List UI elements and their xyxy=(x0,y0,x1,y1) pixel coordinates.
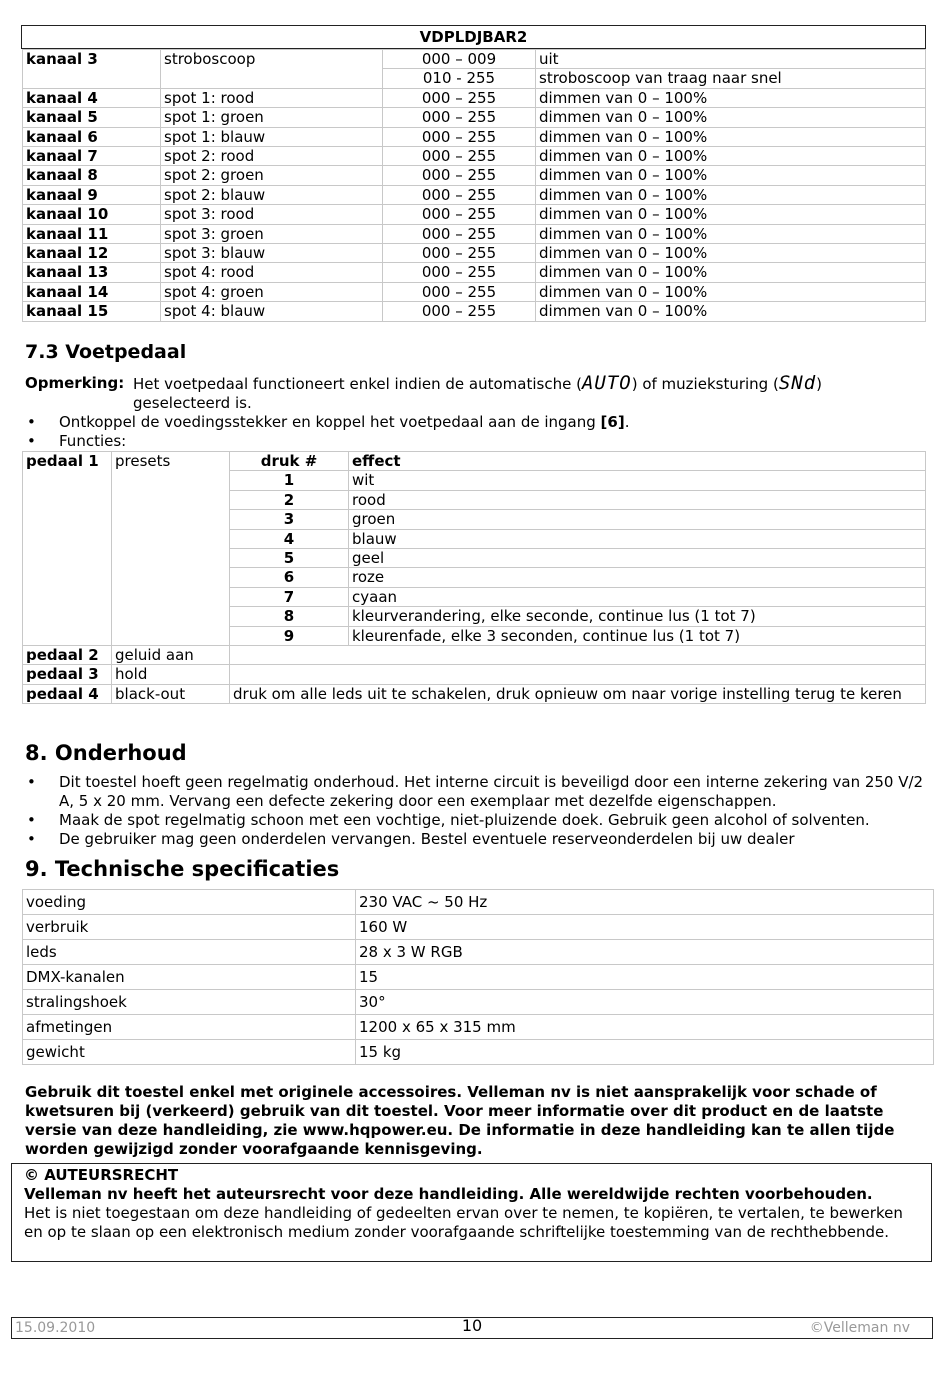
function-cell: spot 3: rood xyxy=(161,205,383,224)
footer-copyright: ©Velleman nv xyxy=(809,1320,910,1336)
function-cell: spot 3: groen xyxy=(161,224,383,243)
description-cell: dimmen van 0 – 100% xyxy=(536,302,926,321)
disclaimer: Gebruik dit toestel enkel met originele accessoires. Velleman nv is niet aansprakelijk voor schade of kwetsuren bij (verkeerd) gebruik van dit toestel. Voor meer informatie over dit product en de laatste versie van deze handleiding, zie www.hqpower.eu. De informatie in deze handleiding kan te allen tijde worden gewijzigd zonder voorafgaande kennisgeving. xyxy=(25,1083,895,1158)
channel-cell: kanaal 9 xyxy=(23,185,161,204)
description-cell: dimmen van 0 – 100% xyxy=(536,185,926,204)
bullet-item xyxy=(25,413,925,432)
press-header: druk # xyxy=(230,452,349,471)
channel-cell: kanaal 10 xyxy=(23,205,161,224)
pedal-function: presets xyxy=(112,452,230,646)
spec-label: DMX-kanalen xyxy=(23,965,356,990)
section-8-title: 8. Onderhoud xyxy=(25,741,187,765)
function-cell: spot 1: groen xyxy=(161,108,383,127)
effect-cell: kleurenfade, elke 3 seconden, continue lus (1 tot 7) xyxy=(349,626,926,645)
description-cell: dimmen van 0 – 100% xyxy=(536,205,926,224)
range-cell: 000 – 255 xyxy=(383,263,536,282)
channel-row xyxy=(23,108,926,127)
function-cell: spot 1: blauw xyxy=(161,127,383,146)
channel-row xyxy=(23,224,926,243)
range-cell: 010 - 255 xyxy=(383,69,536,88)
press-number: 5 xyxy=(230,549,349,568)
channel-cell: kanaal 15 xyxy=(23,302,161,321)
spec-value: 28 x 3 W RGB xyxy=(356,940,934,965)
maintenance-item: • De gebruiker mag geen onderdelen vervangen. Bestel eventuele reserveonderdelen bij uw dealer xyxy=(25,830,925,849)
note xyxy=(25,374,925,413)
spec-label: leds xyxy=(23,940,356,965)
input-ref: [6] xyxy=(600,413,625,431)
copyright-box xyxy=(11,1163,932,1262)
channel-row xyxy=(23,127,926,146)
description-cell: stroboscoop van traag naar snel xyxy=(536,69,926,88)
description-cell: dimmen van 0 – 100% xyxy=(536,147,926,166)
display-snd-icon: SNd xyxy=(778,372,817,394)
range-cell: 000 – 255 xyxy=(383,88,536,107)
section-9-title: 9. Technische specificaties xyxy=(25,857,340,881)
channel-row xyxy=(23,244,926,263)
range-cell: 000 – 255 xyxy=(383,185,536,204)
description-cell: dimmen van 0 – 100% xyxy=(536,244,926,263)
channel-cell: kanaal 4 xyxy=(23,88,161,107)
dmx-channel-table xyxy=(22,49,926,322)
channel-cell: kanaal 7 xyxy=(23,147,161,166)
function-cell: stroboscoop xyxy=(161,50,383,89)
spec-label: stralingshoek xyxy=(23,990,356,1015)
range-cell: 000 – 009 xyxy=(383,50,536,69)
function-cell: spot 4: rood xyxy=(161,263,383,282)
copyright-statement: Velleman nv heeft het auteursrecht voor deze handleiding. Alle wereldwijde rechten voorbehouden. xyxy=(24,1185,873,1203)
bullet-text: Ontkoppel de voedingsstekker en koppel het voetpedaal aan de ingang xyxy=(59,413,601,431)
channel-row xyxy=(23,88,926,107)
footer-date: 15.09.2010 xyxy=(15,1320,96,1336)
pedal-name: pedaal 1 xyxy=(23,452,112,646)
channel-cell: kanaal 14 xyxy=(23,282,161,301)
pedal-bullets xyxy=(25,413,925,451)
spec-table xyxy=(22,889,934,1065)
description-cell: dimmen van 0 – 100% xyxy=(536,127,926,146)
function-cell: spot 4: groen xyxy=(161,282,383,301)
press-number: 8 xyxy=(230,607,349,626)
maintenance-item: • Maak de spot regelmatig schoon met een vochtige, niet-pluizende doek. Gebruik geen alcohol of solventen. xyxy=(25,811,925,830)
spec-row xyxy=(23,990,934,1015)
spec-row xyxy=(23,915,934,940)
spec-value: 15 xyxy=(356,965,934,990)
pedal-function: geluid aan xyxy=(112,646,230,665)
channel-cell: kanaal 8 xyxy=(23,166,161,185)
function-cell: spot 1: rood xyxy=(161,88,383,107)
press-number: 7 xyxy=(230,587,349,606)
press-number: 4 xyxy=(230,529,349,548)
maintenance-list xyxy=(25,773,925,849)
range-cell: 000 – 255 xyxy=(383,224,536,243)
pedal-description: druk om alle leds uit te schakelen, druk opnieuw om naar vorige instelling terug te keren xyxy=(230,684,926,703)
channel-cell: kanaal 13 xyxy=(23,263,161,282)
effect-cell: roze xyxy=(349,568,926,587)
note-part: geselecteerd is. xyxy=(133,394,252,412)
spec-label: verbruik xyxy=(23,915,356,940)
note-label: Opmerking: xyxy=(25,374,125,392)
pedal-description xyxy=(230,646,926,665)
note-part: ) of muzieksturing ( xyxy=(631,375,779,393)
effect-cell: rood xyxy=(349,490,926,509)
section-7-3-title: 7.3 Voetpedaal xyxy=(25,341,187,363)
press-number: 9 xyxy=(230,626,349,645)
copyright-title: © AUTEURSRECHT xyxy=(24,1166,179,1184)
channel-cell: kanaal 11 xyxy=(23,224,161,243)
press-number: 6 xyxy=(230,568,349,587)
pedal-function: black-out xyxy=(112,684,230,703)
spec-value: 30° xyxy=(356,990,934,1015)
pedal-name: pedaal 4 xyxy=(23,684,112,703)
spec-value: 160 W xyxy=(356,915,934,940)
model-header: VDPLDJBAR2 xyxy=(21,25,926,49)
range-cell: 000 – 255 xyxy=(383,302,536,321)
channel-cell: kanaal 5 xyxy=(23,108,161,127)
range-cell: 000 – 255 xyxy=(383,108,536,127)
channel-row xyxy=(23,166,926,185)
copyright-body: Het is niet toegestaan om deze handleiding of gedeelten ervan over te nemen, te kopiëren, te vertalen, te bewerken en op te slaan op een elektronisch medium zonder voorafgaande schriftelijke toestemming van de rechthebbende. xyxy=(24,1204,903,1241)
description-cell: dimmen van 0 – 100% xyxy=(536,88,926,107)
press-number: 2 xyxy=(230,490,349,509)
channel-cell: kanaal 12 xyxy=(23,244,161,263)
range-cell: 000 – 255 xyxy=(383,244,536,263)
bullet-text: Functies: xyxy=(59,432,127,450)
spec-row xyxy=(23,1040,934,1065)
pedal-function: hold xyxy=(112,665,230,684)
function-cell: spot 4: blauw xyxy=(161,302,383,321)
channel-row xyxy=(23,263,926,282)
spec-value: 1200 x 65 x 315 mm xyxy=(356,1015,934,1040)
function-cell: spot 3: blauw xyxy=(161,244,383,263)
description-cell: dimmen van 0 – 100% xyxy=(536,282,926,301)
spec-row xyxy=(23,965,934,990)
channel-row xyxy=(23,302,926,321)
effect-cell: groen xyxy=(349,510,926,529)
spec-label: afmetingen xyxy=(23,1015,356,1040)
effect-cell: kleurverandering, elke seconde, continue lus (1 tot 7) xyxy=(349,607,926,626)
pedal-description xyxy=(230,665,926,684)
note-part: ) xyxy=(816,375,822,393)
channel-cell: kanaal 6 xyxy=(23,127,161,146)
description-cell: dimmen van 0 – 100% xyxy=(536,166,926,185)
channel-row xyxy=(23,50,926,69)
bullet-text: . xyxy=(624,413,630,431)
spec-row xyxy=(23,1015,934,1040)
channel-row xyxy=(23,147,926,166)
channel-row xyxy=(23,282,926,301)
channel-row xyxy=(23,205,926,224)
pedal-row xyxy=(23,646,926,665)
page-number: 10 xyxy=(461,1316,483,1335)
spec-row xyxy=(23,890,934,915)
effect-cell: wit xyxy=(349,471,926,490)
maintenance-item: • Dit toestel hoeft geen regelmatig onderhoud. Het interne circuit is beveiligd door een interne zekering van 250 V/2 A, 5 x 20 mm. Vervang een defecte zekering door een exemplaar met dezelfde eigenschappen. xyxy=(25,773,925,811)
note-text xyxy=(133,374,913,413)
note-part: Het voetpedaal functioneert enkel indien de automatische ( xyxy=(133,375,582,393)
press-number: 1 xyxy=(230,471,349,490)
spec-label: voeding xyxy=(23,890,356,915)
channel-row xyxy=(23,185,926,204)
effect-cell: cyaan xyxy=(349,587,926,606)
effect-header: effect xyxy=(349,452,926,471)
pedal-table xyxy=(22,451,926,704)
description-cell: dimmen van 0 – 100% xyxy=(536,224,926,243)
page-footer xyxy=(11,1317,933,1339)
range-cell: 000 – 255 xyxy=(383,205,536,224)
pedal-row xyxy=(23,452,926,471)
description-cell: dimmen van 0 – 100% xyxy=(536,108,926,127)
pedal-name: pedaal 3 xyxy=(23,665,112,684)
effect-cell: blauw xyxy=(349,529,926,548)
press-number: 3 xyxy=(230,510,349,529)
range-cell: 000 – 255 xyxy=(383,147,536,166)
function-cell: spot 2: blauw xyxy=(161,185,383,204)
description-cell: uit xyxy=(536,50,926,69)
pedal-row xyxy=(23,684,926,703)
pedal-name: pedaal 2 xyxy=(23,646,112,665)
spec-row xyxy=(23,940,934,965)
spec-value: 15 kg xyxy=(356,1040,934,1065)
description-cell: dimmen van 0 – 100% xyxy=(536,263,926,282)
spec-value: 230 VAC ~ 50 Hz xyxy=(356,890,934,915)
range-cell: 000 – 255 xyxy=(383,282,536,301)
range-cell: 000 – 255 xyxy=(383,127,536,146)
display-auto-icon: AUTO xyxy=(581,372,632,394)
channel-cell: kanaal 3 xyxy=(23,50,161,89)
bullet-item xyxy=(25,432,925,451)
range-cell: 000 – 255 xyxy=(383,166,536,185)
pedal-row xyxy=(23,665,926,684)
spec-label: gewicht xyxy=(23,1040,356,1065)
effect-cell: geel xyxy=(349,549,926,568)
function-cell: spot 2: groen xyxy=(161,166,383,185)
function-cell: spot 2: rood xyxy=(161,147,383,166)
